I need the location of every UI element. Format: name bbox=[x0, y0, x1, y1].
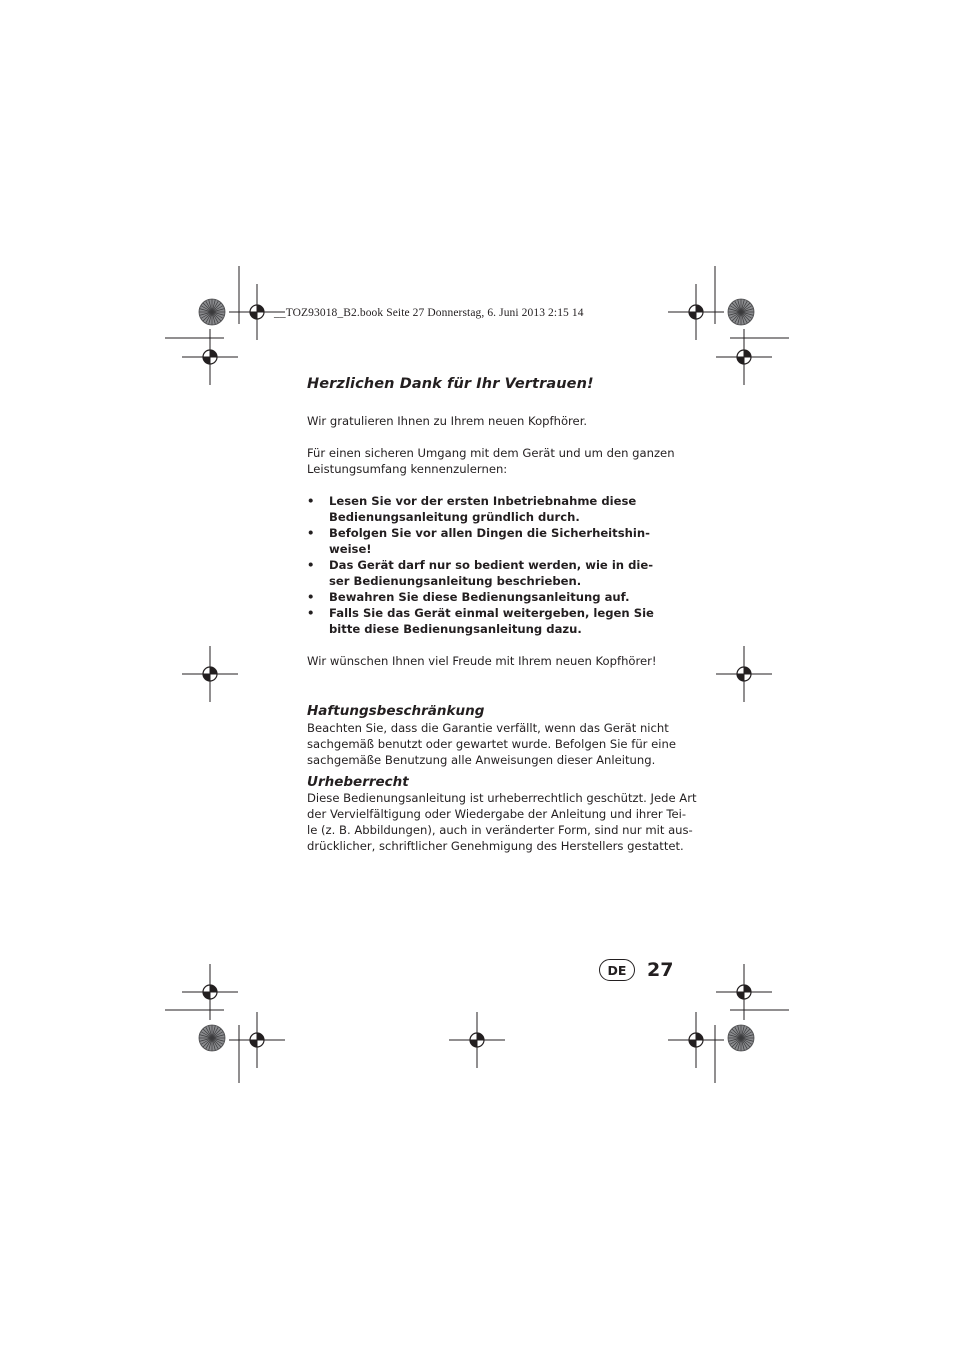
list-item bbox=[307, 525, 677, 557]
intro-line: Wir gratulieren Ihnen zu Ihrem neuen Kopfhörer. bbox=[307, 414, 588, 428]
copyright-line: Diese Bedienungsanleitung ist urheberrechtlich geschützt. Jede Art bbox=[307, 791, 697, 805]
closing-paragraph bbox=[307, 653, 677, 669]
liability-paragraph bbox=[307, 720, 677, 768]
list-item-line: Bewahren Sie diese Bedienungsanleitung auf. bbox=[329, 590, 630, 604]
usage-line: Leistungsumfang kennenzulernen: bbox=[307, 462, 508, 476]
list-item-line: ser Bedienungsanleitung beschrieben. bbox=[329, 574, 582, 588]
registration-mark-bottom-center bbox=[449, 1012, 505, 1068]
registration-mark-right-mid bbox=[716, 646, 772, 702]
usage-paragraph bbox=[307, 445, 677, 477]
color-rosette-bottom-right bbox=[728, 1025, 754, 1051]
list-item-line: Lesen Sie vor der ersten Inbetriebnahme diese bbox=[329, 494, 637, 508]
bullet-symbol: • bbox=[307, 590, 315, 604]
liability-line: Beachten Sie, dass die Garantie verfällt, wenn das Gerät nicht bbox=[307, 721, 669, 735]
closing-line: Wir wünschen Ihnen viel Freude mit Ihrem neuen Kopfhörer! bbox=[307, 654, 657, 668]
list-item-line: Bedienungsanleitung gründlich durch. bbox=[329, 510, 580, 524]
registration-mark-right-top bbox=[716, 329, 772, 385]
registration-mark-left-top bbox=[182, 329, 238, 385]
registration-mark-bottom-1 bbox=[229, 1012, 285, 1068]
list-item-line: Das Gerät darf nur so bedient werden, wie in die- bbox=[329, 558, 654, 572]
bullet-symbol: • bbox=[307, 606, 315, 620]
list-item-line: weise! bbox=[329, 542, 372, 556]
copyright-line: der Vervielfältigung oder Wiedergabe der Anleitung und ihrer Tei- bbox=[307, 807, 687, 821]
registration-mark-bottom-2 bbox=[668, 1012, 724, 1068]
list-item bbox=[307, 557, 677, 589]
list-item bbox=[307, 589, 677, 605]
list-item bbox=[307, 605, 677, 637]
list-item-line: Falls Sie das Gerät einmal weitergeben, legen Sie bbox=[329, 606, 654, 620]
page-content bbox=[307, 376, 697, 854]
registration-mark-left-mid bbox=[182, 646, 238, 702]
registration-mark-left-bottom bbox=[182, 964, 238, 1020]
list-item bbox=[307, 493, 677, 525]
liability-line: sachgemäß benutzt oder gewartet wurde. Befolgen Sie für eine bbox=[307, 737, 676, 751]
color-rosette-top-left bbox=[199, 299, 225, 325]
registration-mark-top-2 bbox=[668, 284, 724, 340]
page-number: 27 bbox=[647, 959, 674, 981]
page-footer bbox=[599, 957, 673, 983]
liability-heading: Haftungsbeschränkung bbox=[307, 703, 485, 719]
color-rosette-top-right bbox=[728, 299, 754, 325]
page-title: Herzlichen Dank für Ihr Vertrauen! bbox=[307, 376, 594, 392]
list-item-line: bitte diese Bedienungsanleitung dazu. bbox=[329, 622, 582, 636]
print-file-info: __TOZ93018_B2.book Seite 27 Donnerstag, 6. Juni 2013 2:15 14 bbox=[274, 307, 584, 319]
color-rosette-bottom-left bbox=[199, 1025, 225, 1051]
bullet-symbol: • bbox=[307, 558, 315, 572]
copyright-line: drücklicher, schriftlicher Genehmigung des Herstellers gestattet. bbox=[307, 839, 684, 853]
liability-line: sachgemäße Benutzung alle Anweisungen dieser Anleitung. bbox=[307, 753, 656, 767]
copyright-line: le (z. B. Abbildungen), auch in veränderter Form, sind nur mit aus- bbox=[307, 823, 693, 837]
instruction-list bbox=[307, 493, 677, 637]
usage-line: Für einen sicheren Umgang mit dem Gerät und um den ganzen bbox=[307, 446, 675, 460]
list-item-line: Befolgen Sie vor allen Dingen die Sicherheitshin- bbox=[329, 526, 650, 540]
bullet-symbol: • bbox=[307, 494, 315, 508]
registration-mark-right-bottom bbox=[716, 964, 772, 1020]
intro-paragraph bbox=[307, 413, 677, 429]
bullet-symbol: • bbox=[307, 526, 315, 540]
language-badge: DE bbox=[599, 959, 635, 981]
copyright-heading: Urheberrecht bbox=[307, 774, 409, 790]
copyright-paragraph bbox=[307, 790, 697, 854]
